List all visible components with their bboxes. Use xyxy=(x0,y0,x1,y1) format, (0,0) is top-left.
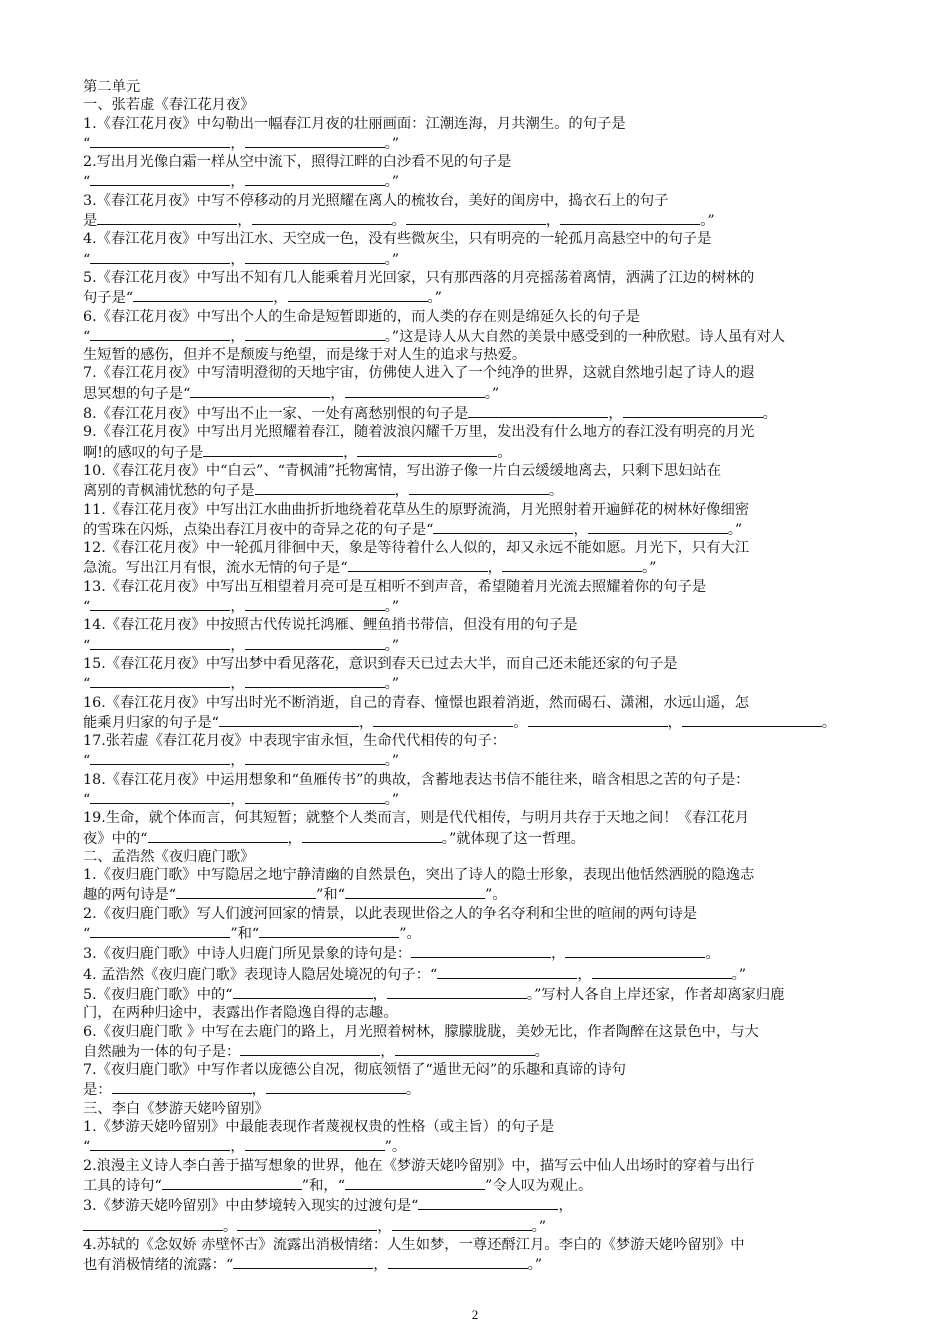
answer-blank[interactable] xyxy=(90,789,230,804)
answer-blank[interactable] xyxy=(411,943,551,958)
text-line: 18.《春江花月夜》中运用想象和“鱼雁传书”的典故，含蓄地表达书信不能往来，暗含相思之苦的句子是： xyxy=(83,771,750,788)
answer-blank[interactable] xyxy=(245,171,385,186)
answer-blank[interactable] xyxy=(237,1216,377,1231)
text-line: 15.《春江花月夜》中写出梦中看见落花，意识到春天已过去大半，而自己还未能还家的句子是 xyxy=(83,655,678,672)
text-line: “ ， 。” xyxy=(83,171,869,191)
answer-blank[interactable] xyxy=(90,133,230,148)
text-line: 1.《梦游天姥吟留别》中最能表现作者蔑视权贵的性格（或主旨）的句子是 xyxy=(83,1119,555,1136)
text-line: 10.《春江花月夜》中“白云”、“青枫浦”托物寓情，写出游子像一片白云缓缓地离去，只剩下思妇站在 xyxy=(83,462,722,479)
answer-blank[interactable] xyxy=(90,673,230,688)
text-line: “ ， 。” xyxy=(83,789,869,809)
text-line: “ ， 。” xyxy=(83,133,869,153)
answer-blank[interactable] xyxy=(90,923,230,938)
text-line: 7.《春江花月夜》中写清明澄彻的天地宇宙，仿佛使人进入了一个纯净的世界，这就自然地引起了诗人的遐 xyxy=(83,365,755,382)
text-line: 二、孟浩然《夜归鹿门歌》 xyxy=(83,848,255,865)
text-line: 9.《春江花月夜》中写出月光照耀着春江，随着波浪闪耀千万里，发出没有什么地方的春江没有明亮的月光 xyxy=(83,424,755,441)
text-line: “ ”和“ ”。 xyxy=(83,923,869,943)
answer-blank[interactable] xyxy=(162,1175,302,1190)
text-line: “ ， 。” xyxy=(83,249,869,269)
answer-blank[interactable] xyxy=(245,750,385,765)
answer-blank[interactable] xyxy=(406,210,546,225)
answer-blank[interactable] xyxy=(90,249,230,264)
answer-blank[interactable] xyxy=(592,964,732,979)
text-line: 4. 孟浩然《夜归鹿门歌》表现诗人隐居处境况的句子：“ ， 。” xyxy=(83,964,869,984)
answer-blank[interactable] xyxy=(468,403,608,418)
text-line: 6.《春江花月夜》中写出个人的生命是短暂即逝的，而人类的存在则是绵延久长的句子是 xyxy=(83,308,640,325)
answer-blank[interactable] xyxy=(387,984,527,999)
text-line: 7.《夜归鹿门歌》中写作者以庞德公自况，彻底领悟了“遁世无闷”的乐趣和真谛的诗句 xyxy=(83,1062,626,1079)
answer-blank[interactable] xyxy=(433,519,573,534)
document-body xyxy=(83,78,869,1274)
answer-blank[interactable] xyxy=(97,210,237,225)
text-line: 也有消极情绪的流露：“ ， 。” xyxy=(83,1254,869,1274)
answer-blank[interactable] xyxy=(357,442,497,457)
answer-blank[interactable] xyxy=(528,712,668,727)
text-line: 5.《夜归鹿门歌》中的“ ， 。”写村人各自上岸还家，作者却离家归鹿 xyxy=(83,984,869,1004)
text-line: 工具的诗句“ ”和，“ ”令人叹为观止。 xyxy=(83,1175,869,1195)
answer-blank[interactable] xyxy=(437,964,577,979)
answer-blank[interactable] xyxy=(302,828,442,843)
answer-blank[interactable] xyxy=(90,326,230,341)
answer-blank[interactable] xyxy=(90,171,230,186)
text-line: 19.生命，就个体而言，何其短暂；就整个人类而言，则是代代相传，与明月共存于天地之间！《春江花月 xyxy=(83,810,750,827)
answer-blank[interactable] xyxy=(112,1079,252,1094)
answer-blank[interactable] xyxy=(245,596,385,611)
answer-blank[interactable] xyxy=(345,1175,485,1190)
answer-blank[interactable] xyxy=(245,635,385,650)
unit-title: 第二单元 xyxy=(83,79,141,95)
text-line: 13.《春江花月夜》中写出互相望着月亮可是互相听不到声音，希望随着月光流去照耀着你的句子是 xyxy=(83,578,707,595)
text-line: 3.《夜归鹿门歌》中诗人归鹿门所见景象的诗句是： ， 。 xyxy=(83,943,869,963)
text-line: “ ， 。”这是诗人从大自然的美景中感受到的一种欣慰。诗人虽有对人 xyxy=(83,326,869,346)
answer-blank[interactable] xyxy=(219,712,359,727)
text-line: “ ， 。” xyxy=(83,635,869,655)
answer-blank[interactable] xyxy=(345,383,485,398)
answer-blank[interactable] xyxy=(176,884,316,899)
text-line: 门，在两种归途中，表露出作者隐逸自得的志趣。 xyxy=(83,1005,398,1022)
answer-blank[interactable] xyxy=(373,712,513,727)
answer-blank[interactable] xyxy=(502,557,642,572)
text-line: 一、张若虚《春江花月夜》 xyxy=(83,97,255,114)
answer-blank[interactable] xyxy=(133,287,273,302)
text-line: 的雪珠在闪烁，点染出春江月夜中的奇异之花的句子是“ ， 。” xyxy=(83,519,869,539)
answer-blank[interactable] xyxy=(190,383,330,398)
answer-blank[interactable] xyxy=(90,596,230,611)
answer-blank[interactable] xyxy=(418,1195,558,1210)
text-line: 自然融为一体的句子是： ， 。 xyxy=(83,1041,869,1061)
answer-blank[interactable] xyxy=(255,480,395,495)
text-line: 三、李白《梦游天姥吟留别》 xyxy=(83,1100,269,1117)
answer-blank[interactable] xyxy=(345,884,485,899)
answer-blank[interactable] xyxy=(588,519,728,534)
text-line: 2.浪漫主义诗人李白善于描写想象的世界，他在《梦游天姥吟留别》中，描写云中仙人出场时的穿着与出行 xyxy=(83,1157,755,1174)
text-line: 生短暂的感伤，但并不是颓废与绝望，而是缘于对人生的追求与热爱。 xyxy=(83,347,527,364)
text-line: 8.《春江花月夜》中写出不止一家、一处有离愁别恨的句子是 ， 。 xyxy=(83,403,869,423)
answer-blank[interactable] xyxy=(259,923,399,938)
text-line: 急流。写出江月有恨，流水无情的句子是“ ， 。” xyxy=(83,557,869,577)
answer-blank[interactable] xyxy=(90,750,230,765)
text-line: 啊!的感叹的句子是 ， 。 xyxy=(83,442,869,462)
text-line: 是： ， 。 xyxy=(83,1079,869,1099)
text-line: 思冥想的句子是“ ， 。” xyxy=(83,383,869,403)
answer-blank[interactable] xyxy=(240,1041,380,1056)
text-line: 1.《春江花月夜》中勾勒出一幅春江月夜的壮丽画面：江潮连海，月共潮生。的句子是 xyxy=(83,115,626,132)
answer-blank[interactable] xyxy=(203,442,343,457)
answer-blank[interactable] xyxy=(266,1079,406,1094)
text-line: 3.《春江花月夜》中写不停移动的月光照耀在离人的梳妆台，美好的闺房中，捣衣石上的句子 xyxy=(83,192,669,209)
answer-blank[interactable] xyxy=(252,210,392,225)
text-line: 3.《梦游天姥吟留别》中由梦境转入现实的过渡句是“ ， xyxy=(83,1195,869,1215)
answer-blank[interactable] xyxy=(245,1136,385,1151)
answer-blank[interactable] xyxy=(409,480,549,495)
answer-blank[interactable] xyxy=(245,673,385,688)
answer-blank[interactable] xyxy=(560,210,700,225)
text-line: 夜》中的“ ， 。”就体现了这一哲理。 xyxy=(83,828,869,848)
answer-blank[interactable] xyxy=(395,1041,535,1056)
answer-blank[interactable] xyxy=(682,712,822,727)
answer-blank[interactable] xyxy=(83,1216,223,1231)
text-line: 是 ， 。 ， 。” xyxy=(83,210,869,230)
answer-blank[interactable] xyxy=(148,828,288,843)
text-line: “ ， ”。 xyxy=(83,1136,869,1156)
text-line: 句子是“ ， 。” xyxy=(83,287,869,307)
answer-blank[interactable] xyxy=(348,557,488,572)
answer-blank[interactable] xyxy=(245,133,385,148)
text-line: 17.张若虚《春江花月夜》中表现宇宙永恒，生命代代相传的句子： xyxy=(83,733,507,750)
text-line: 6.《夜归鹿门歌 》中写在去鹿门的路上，月光照着树林，朦朦胧胧，美妙无比，作者陶醉在这景色中，与大 xyxy=(83,1023,759,1040)
text-line: 能乘月归家的句子是“ ， 。 ， 。 xyxy=(83,712,869,732)
text-line: 2.《夜归鹿门歌》写人们渡河回家的情景，以此表现世俗之人的争名夺利和尘世的喧闹的两句诗是 xyxy=(83,905,698,922)
text-line: 16.《春江花月夜》中写出时光不断消逝，自己的青春、憧憬也跟着消逝，然而碣石、潇湘，水远山遥，怎 xyxy=(83,694,750,711)
answer-blank[interactable] xyxy=(288,287,428,302)
answer-blank[interactable] xyxy=(388,1254,528,1269)
text-line: 12.《春江花月夜》中一轮孤月徘徊中天，象是等待着什么人似的，却又永远不能如愿。月光下，只有大江 xyxy=(83,540,750,557)
answer-blank[interactable] xyxy=(245,326,385,341)
answer-blank[interactable] xyxy=(392,1216,532,1231)
answer-blank[interactable] xyxy=(233,984,373,999)
text-line: 5.《春江花月夜》中写出不知有几人能乘着月光回家，只有那西落的月亮摇荡着离情，洒满了江边的树林的 xyxy=(83,269,755,286)
text-line: 4.《春江花月夜》中写出江水、天空成一色，没有些微灰尘，只有明亮的一轮孤月高悬空中的句子是 xyxy=(83,231,712,248)
answer-blank[interactable] xyxy=(623,403,763,418)
page-number: 2 xyxy=(471,1307,479,1322)
text-line: 离别的青枫浦忧愁的句子是 ， 。 xyxy=(83,480,869,500)
answer-blank[interactable] xyxy=(565,943,705,958)
text-line: 14.《春江花月夜》中按照古代传说托鸿雁、鲤鱼捎书带信，但没有用的句子是 xyxy=(83,617,578,634)
text-line: 4.苏轼的《念奴娇 赤壁怀古》流露出消极情绪：人生如梦，一尊还酹江月。李白的《梦游天姥吟留别》中 xyxy=(83,1236,745,1253)
text-line: 趣的两句诗是“ ”和“ ”。 xyxy=(83,884,869,904)
text-line: “ ， 。” xyxy=(83,673,869,693)
answer-blank[interactable] xyxy=(90,635,230,650)
question-list xyxy=(83,96,869,1274)
answer-blank[interactable] xyxy=(245,789,385,804)
text-line: 2.写出月光像白霜一样从空中流下，照得江畔的白沙看不见的句子是 xyxy=(83,154,512,171)
text-line: “ ， 。” xyxy=(83,596,869,616)
text-line: “ ， 。” xyxy=(83,750,869,770)
answer-blank[interactable] xyxy=(90,1136,230,1151)
answer-blank[interactable] xyxy=(233,1254,373,1269)
answer-blank[interactable] xyxy=(245,249,385,264)
text-line: 1.《夜归鹿门歌》中写隐居之地宁静清幽的自然景色，突出了诗人的隐士形象，表现出他恬然洒脱的隐逸志 xyxy=(83,867,755,884)
text-line: 11.《春江花月夜》中写出江水曲曲折折地绕着花草丛生的原野流淌，月光照射着开遍鲜花的树林好像细密 xyxy=(83,501,750,518)
text-line: 。 ， 。” xyxy=(83,1216,869,1236)
